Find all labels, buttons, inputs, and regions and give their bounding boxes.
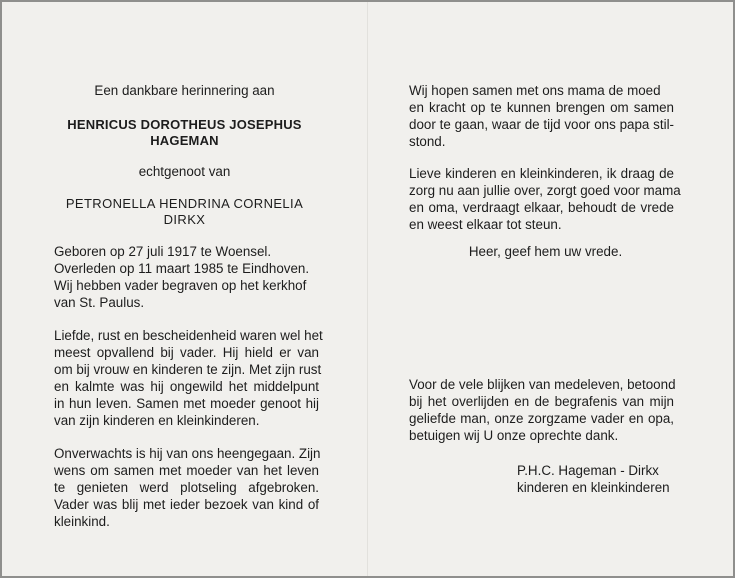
paragraph-line: en kalmte was hij ongewild het middelpunt [54, 379, 319, 394]
paragraph-line: geliefde man, onze zorgzame vader en opa, [409, 411, 674, 426]
memorial-card [2, 2, 733, 576]
paragraph-line: kleinkind. [54, 514, 110, 529]
fact-line: Overleden op 11 maart 1985 te Eindhoven. [54, 261, 310, 276]
paragraph-line: te genieten werd plotseling afgebroken. [54, 480, 319, 495]
paragraph-line: stond. [409, 134, 446, 149]
paragraph-line: Voor de vele blijken van medeleven, betoond [409, 377, 676, 392]
paragraph-line: en oma, verdraagt elkaar, behoudt de vrede [409, 200, 674, 215]
paragraph-line: om bij vrouw en kinderen te zijn. Met zijn rust [54, 362, 322, 377]
paragraph-line: Onverwachts is hij van ons heengegaan. Zijn [54, 446, 321, 461]
paragraph-line: Lieve kinderen en kleinkinderen, ik draag de [409, 166, 674, 181]
paragraph-line: Vader was blij met ieder bezoek van kind of [54, 497, 319, 512]
spouse-name-line1: PETRONELLA HENDRINA CORNELIA [65, 196, 304, 211]
paragraph-line: zorg nu aan jullie over, zorgt goed voor mama [409, 183, 681, 198]
prayer-text: Heer, geef hem uw vrede. [468, 244, 623, 259]
fact-line: Wij hebben vader begraven op het kerkhof [54, 278, 307, 293]
intro-text: Een dankbare herinnering aan [94, 83, 275, 98]
paragraph-line: bij het overlijden en de begrafenis van mijn [409, 394, 674, 409]
deceased-name-line2: HAGEMAN [150, 133, 219, 148]
card-fold [367, 2, 368, 576]
paragraph-line: meest opvallend bij vader. Hij hield er van [54, 345, 319, 360]
deceased-name-line1: HENRICUS DOROTHEUS JOSEPHUS [67, 117, 302, 132]
paragraph-line: betuigen wij U onze oprechte dank. [409, 428, 619, 443]
fact-line: van St. Paulus. [54, 295, 145, 310]
paragraph-line: en weest elkaar tot steun. [409, 217, 562, 232]
spouse-name-line2: DIRKX [163, 212, 206, 227]
signature-family: kinderen en kleinkinderen [517, 480, 670, 495]
fact-line: Geboren op 27 juli 1917 te Woensel. [54, 244, 272, 259]
paragraph-line: wens om samen met moeder van het leven [54, 463, 319, 478]
paragraph-line: in hun leven. Samen met moeder genoot hij [54, 396, 319, 411]
paragraph-line: en kracht op te kunnen brengen om samen [409, 100, 674, 115]
paragraph-line: Liefde, rust en bescheidenheid waren wel het [54, 328, 323, 343]
signature-name: P.H.C. Hageman - Dirkx [517, 463, 659, 478]
paragraph-line: van zijn kinderen en kleinkinderen. [54, 413, 260, 428]
paragraph-line: door te gaan, waar de tijd voor ons papa stil- [409, 117, 674, 132]
relation-text: echtgenoot van [138, 164, 231, 179]
paragraph-line: Wij hopen samen met ons mama de moed [409, 83, 661, 98]
